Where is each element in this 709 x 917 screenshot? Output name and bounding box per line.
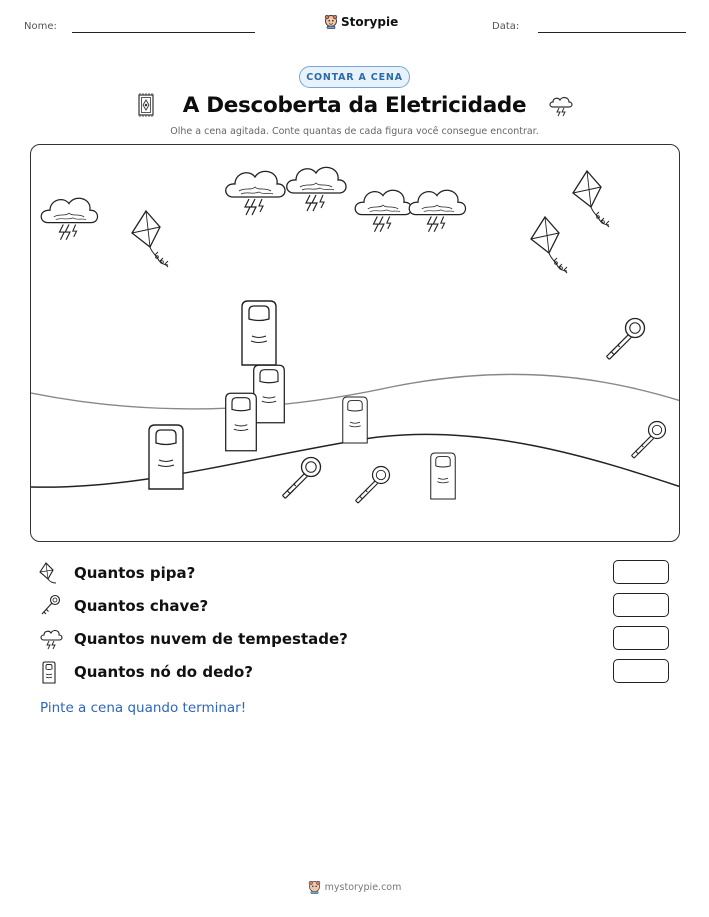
name-label: Nome: [24,21,57,32]
footer-brand [0,880,709,894]
answer-box-storm-cloud[interactable] [613,626,669,650]
knuckle-icon [254,365,285,423]
kite-icon [132,211,168,267]
storm-cloud-icon [287,167,346,211]
instructions: Olhe a cena agitada. Conte quantas de cada figura você consegue encontrar. [170,126,539,137]
kite-icon [38,561,64,585]
date-line[interactable] [538,32,686,33]
storm-cloud-icon [38,627,64,651]
question-text: Quantos nuvem de tempestade? [74,630,348,648]
knuckle-icon [226,393,257,451]
coloring-instruction: Pinte a cena quando terminar! [40,700,247,716]
date-label: Data: [492,21,520,32]
answer-box-key[interactable] [613,593,669,617]
knuckle-icon [242,301,276,365]
storm-cloud-title-icon [547,93,575,117]
key-icon [283,458,321,499]
storypie-mascot-icon [308,880,321,894]
answer-box-kite[interactable] [613,560,669,584]
activity-badge: CONTAR A CENA [299,66,410,88]
storypie-mascot-icon [324,14,338,29]
brand-logo [324,14,398,29]
key-icon [38,594,64,618]
counting-scene [30,144,680,542]
brand-name: Storypie [341,14,399,29]
scene-canvas [31,145,680,542]
question-row-knuckle [38,659,670,685]
site-url[interactable]: mystorypie.com [324,881,402,893]
question-row-kite [38,560,670,586]
question-text: Quantos nó do dedo? [74,663,253,681]
key-icon [607,319,645,360]
knuckle-icon [431,453,455,499]
knuckle-icon [343,397,367,443]
storm-cloud-icon [355,190,411,231]
question-text: Quantos pipa? [74,564,196,582]
kite-icon [573,171,609,227]
question-text: Quantos chave? [74,597,209,615]
question-row-storm-cloud [38,626,670,652]
key-icon [356,467,390,504]
storm-cloud-icon [409,190,465,231]
page-title: A Descoberta da Eletricidade [182,93,527,118]
question-row-key [38,593,670,619]
name-line[interactable] [72,32,255,33]
storm-cloud-icon [41,198,97,239]
kite-icon [531,217,567,273]
knuckle-icon [38,660,64,684]
storm-cloud-icon [226,171,285,215]
answer-box-knuckle[interactable] [613,659,669,683]
knuckle-icon [149,425,183,489]
key-icon [632,422,666,459]
